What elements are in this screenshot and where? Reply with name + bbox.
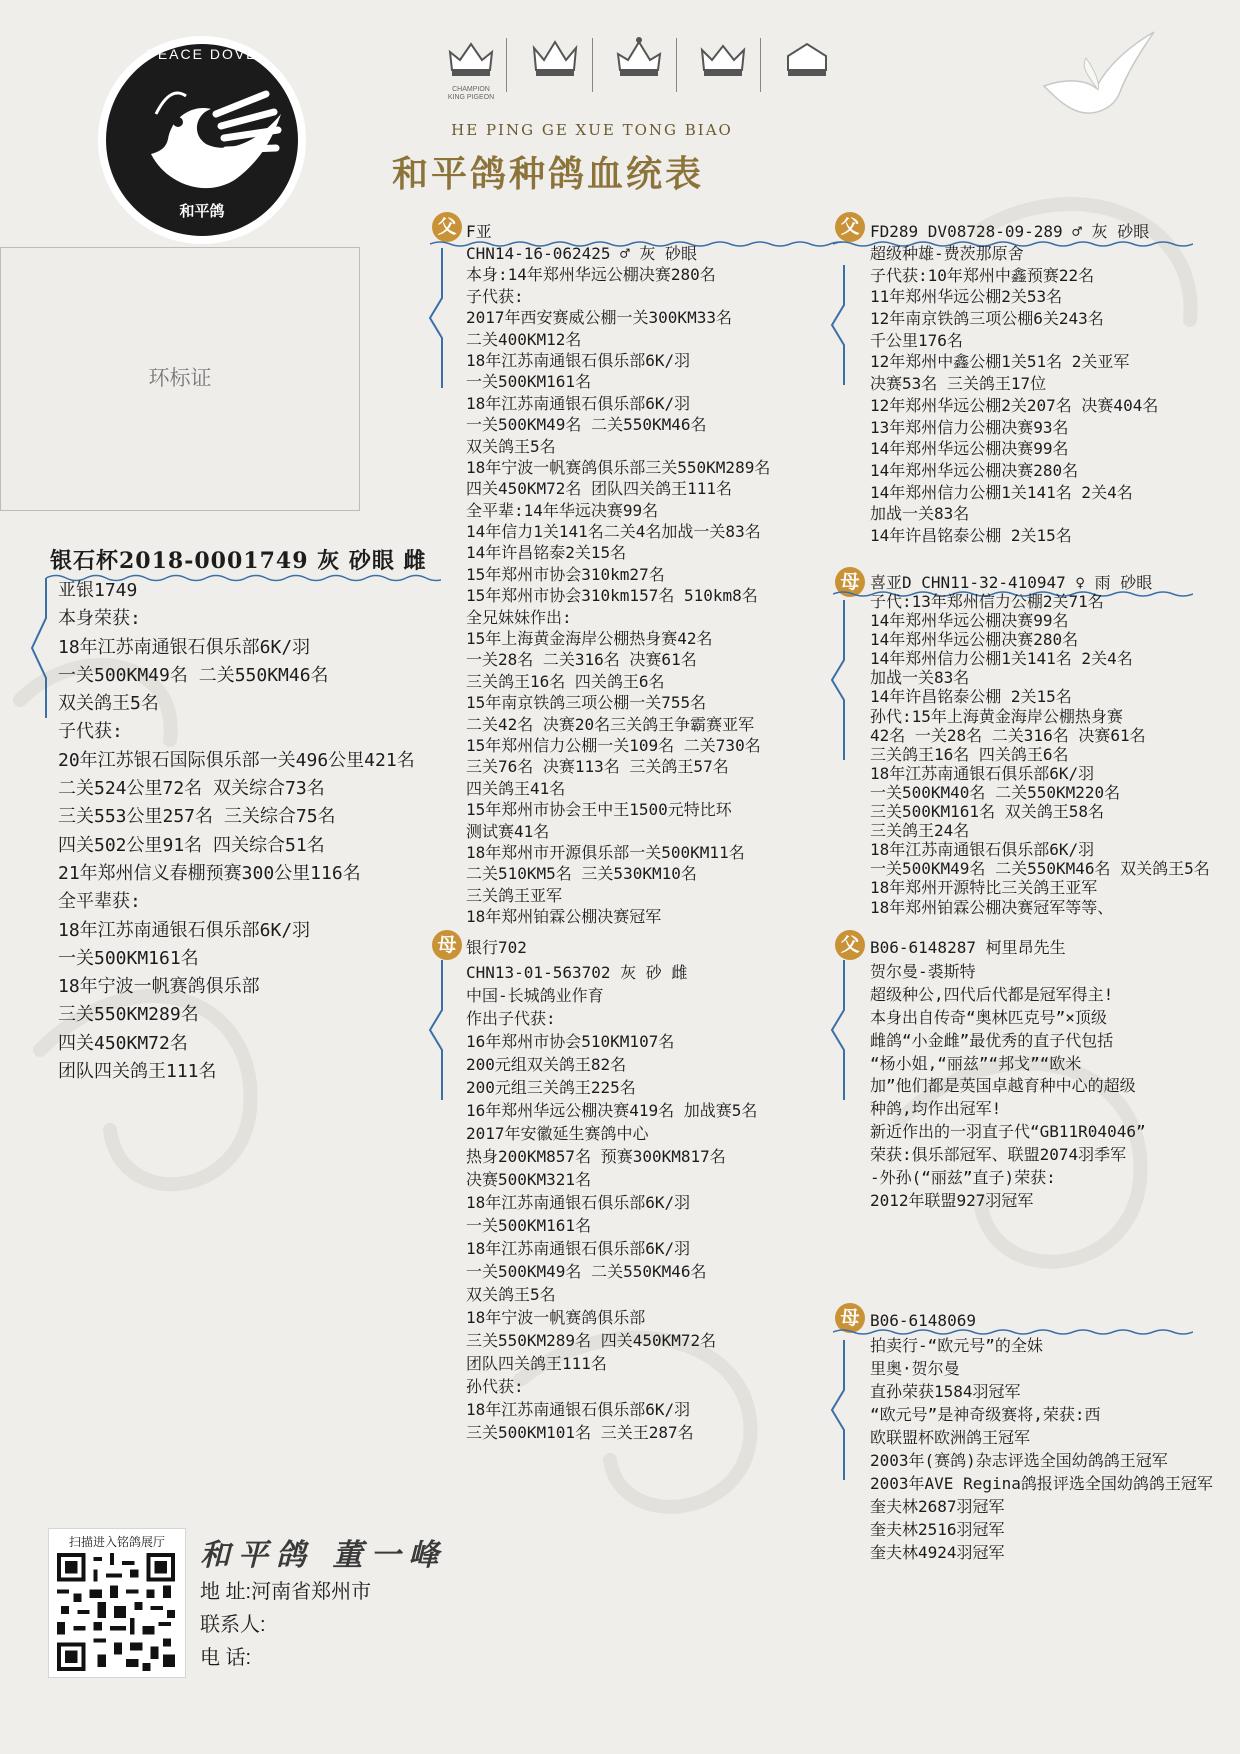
pedigree-line: 三关550KM289名 bbox=[58, 1004, 199, 1026]
pedigree-line: 一关500KM49名 二关550KM46名 bbox=[466, 1262, 707, 1281]
sire-sire-bracket bbox=[830, 265, 846, 385]
pedigree-line: 18年江苏南通银石俱乐部6K/羽 bbox=[466, 1193, 691, 1212]
pedigree-line: 一关500KM161名 bbox=[466, 1216, 592, 1235]
pedigree-line: 子代获: bbox=[58, 721, 123, 743]
dam-dam-badge: 母 bbox=[835, 1303, 865, 1333]
pedigree-line: 18年江苏南通银石俱乐部6K/羽 bbox=[466, 1239, 691, 1258]
pedigree-line: 三关550KM289名 四关450KM72名 bbox=[466, 1331, 717, 1350]
pedigree-line: 加战一关83名 bbox=[870, 668, 970, 688]
pedigree-line: 三关鸽王16名 四关鸽王6名 bbox=[466, 671, 665, 691]
pedigree-line: 18年江苏南通银石俱乐部6K/羽 bbox=[58, 919, 311, 941]
pedigree-line: 千公里176名 bbox=[870, 330, 963, 350]
pedigree-line: CHN14-16-062425 ♂ 灰 砂眼 bbox=[466, 244, 698, 263]
peace-dove-logo bbox=[96, 34, 308, 246]
pedigree-line: -外孙(“丽兹”直子)荣获: bbox=[870, 1168, 1056, 1188]
sire-dam-lines bbox=[870, 592, 1210, 917]
pedigree-line: 子代获: bbox=[466, 286, 524, 306]
pedigree-line: 贺尔曼-裘斯特 bbox=[870, 962, 976, 981]
pedigree-line: 一关500KM161名 bbox=[466, 372, 592, 392]
pedigree-line: 一关28名 二关316名 决赛61名 bbox=[466, 650, 697, 670]
phone-line: 电 话: bbox=[200, 1647, 252, 1669]
pedigree-line: 决赛500KM321名 bbox=[466, 1170, 592, 1189]
pedigree-line: 14年郑州信力公棚1关141名 2关4名 bbox=[870, 649, 1133, 669]
pedigree-line: 全平辈获: bbox=[58, 891, 141, 913]
pedigree-line: 15年郑州市协会王中王1500元特比环 bbox=[466, 800, 732, 820]
pedigree-line: 超级种雄-费茨那原舍 bbox=[870, 244, 1024, 263]
subject-heading: 银石杯2018-0001749 灰 砂眼 雌 bbox=[50, 548, 427, 574]
dam-sire-badge: 父 bbox=[835, 930, 865, 960]
pedigree-line: 奎夫林2687羽冠军 bbox=[870, 1497, 1005, 1516]
pedigree-line: 15年南京铁鸽三项公棚一关755名 bbox=[466, 693, 707, 713]
pedigree-line: 2012年联盟927羽冠军 bbox=[870, 1190, 1034, 1210]
pedigree-line: 14年许昌铭泰2关15名 bbox=[466, 543, 627, 563]
pedigree-line: 本身出自传奇“奥林匹克号”×顶级 bbox=[870, 1007, 1107, 1027]
pedigree-line: 孙代:15年上海黄金海岸公棚热身赛 bbox=[870, 706, 1123, 726]
dam-dam-lines bbox=[870, 1334, 1213, 1564]
pedigree-line: 作出子代获: bbox=[466, 1009, 556, 1028]
pedigree-line: 子代获:10年郑州中鑫预赛22名 bbox=[870, 265, 1095, 285]
pedigree-line: “杨小姐,“丽兹”“邦戈”“欧米 bbox=[870, 1053, 1082, 1073]
pedigree-line: 二关42名 决赛20名三关鸽王争霸赛亚军 bbox=[466, 714, 755, 734]
pedigree-line: 四关502公里91名 四关综合51名 bbox=[58, 834, 325, 856]
pedigree-line: 加”他们都是英国卓越育种中心的超级 bbox=[870, 1076, 1136, 1096]
crown-caption-1: CHAMPION bbox=[452, 86, 490, 93]
qr-caption: 扫描进入铭鸽展厅 bbox=[68, 1535, 165, 1549]
pedigree-line: 三关鸽王16名 四关鸽王6名 bbox=[870, 744, 1069, 764]
sire-badge: 父 bbox=[432, 212, 462, 242]
sire-lines bbox=[466, 243, 770, 928]
pedigree-line: 三关76名 决赛113名 三关鸽王57名 bbox=[466, 757, 729, 777]
pedigree-line: 13年郑州信力公棚决赛93名 bbox=[870, 417, 1069, 437]
sire-sire-lines bbox=[870, 243, 1158, 547]
pedigree-line: 15年郑州信力公棚一关109名 二关730名 bbox=[466, 735, 761, 755]
pedigree-line: 四关450KM72名 bbox=[58, 1032, 188, 1054]
pedigree-line: 四关鸽王41名 bbox=[466, 778, 566, 798]
pedigree-line: 18年江苏南通银石俱乐部6K/羽 bbox=[870, 840, 1095, 860]
qr-code[interactable] bbox=[57, 1553, 175, 1671]
pedigree-line: 三关500KM101名 三关王287名 bbox=[466, 1423, 694, 1442]
pedigree-line: “欧元号”是神奇级赛将,荣获:西 bbox=[870, 1405, 1101, 1424]
pedigree-line: 2003年AVE Regina鸽报评选全国幼鸽鸽王冠军 bbox=[870, 1474, 1213, 1493]
pedigree-line: 双关鸽王5名 bbox=[466, 436, 556, 456]
pedigree-line: 12年郑州华远公棚2关207名 决赛404名 bbox=[870, 395, 1159, 415]
pedigree-line: 超级种公,四代后代都是冠军得主! bbox=[870, 984, 1114, 1004]
pedigree-line: 16年郑州市协会510KM107名 bbox=[466, 1032, 675, 1051]
address-line: 地 址:河南省郑州市 bbox=[200, 1581, 372, 1603]
dam-lines bbox=[466, 961, 757, 1444]
dam-dam-bracket bbox=[830, 1340, 846, 1480]
pedigree-line: 14年郑州华远公棚决赛280名 bbox=[870, 630, 1079, 650]
signature: 和平鸽 董一峰 bbox=[200, 1538, 447, 1573]
pedigree-line: 14年郑州华远公棚决赛280名 bbox=[870, 460, 1079, 480]
champion-crowns bbox=[440, 34, 840, 101]
pedigree-line: 三关500KM161名 双关鸽王58名 bbox=[870, 802, 1104, 822]
pedigree-line: 新近作出的一羽直子代“GB11R04046” bbox=[870, 1122, 1146, 1142]
dam-heading: 银行702 bbox=[466, 938, 527, 957]
pedigree-line: 一关500KM40名 二关550KM220名 bbox=[870, 782, 1121, 802]
pedigree-line: 加战一关83名 bbox=[870, 504, 970, 524]
pedigree-line: 拍卖行-“欧元号”的全妹 bbox=[870, 1336, 1043, 1355]
pedigree-line: 18年郑州铂霖公棚决赛冠军等等、 bbox=[870, 897, 1114, 917]
pedigree-line: 一关500KM161名 bbox=[58, 947, 199, 969]
sire-dam-bracket bbox=[830, 600, 846, 760]
subject-bracket bbox=[28, 578, 48, 718]
pedigree-line: 三关553公里257名 三关综合75名 bbox=[58, 806, 336, 828]
pedigree-line: 亚银1749 bbox=[58, 580, 138, 601]
pedigree-line: 21年郑州信义春棚预赛300公里116名 bbox=[58, 862, 361, 884]
pedigree-line: 雌鸽“小金雌”最优秀的直子代包括 bbox=[870, 1030, 1114, 1050]
page-title: 和平鸽种鸽血统表 bbox=[392, 153, 705, 195]
pedigree-line: 12年南京铁鸽三项公棚6关243名 bbox=[870, 309, 1104, 329]
pedigree-line: 14年信力1关141名二关4名加战一关83名 bbox=[466, 522, 761, 542]
pedigree-line: 18年宁波一帆赛鸽俱乐部 bbox=[466, 1308, 646, 1327]
ring-certificate-box bbox=[0, 247, 360, 511]
pedigree-line: 三关鸽王亚军 bbox=[466, 885, 563, 905]
pedigree-line: 三关鸽王24名 bbox=[870, 821, 970, 841]
pedigree-line: 2017年西安赛威公棚一关300KM33名 bbox=[466, 308, 732, 328]
pedigree-line: 42名 一关28名 二关316名 决赛61名 bbox=[870, 725, 1146, 745]
pedigree-line: 14年郑州华远公棚决赛99名 bbox=[870, 439, 1069, 459]
pedigree-line: 15年上海黄金海岸公棚热身赛42名 bbox=[466, 629, 713, 649]
sire-dam-heading: 喜亚D CHN11-32-410947 ♀ 雨 砂眼 bbox=[870, 573, 1153, 592]
pedigree-line: 一关500KM49名 二关550KM46名 bbox=[466, 415, 707, 435]
contact-person-line: 联系人: bbox=[200, 1614, 266, 1636]
pedigree-line: 直孙荣获1584羽冠军 bbox=[870, 1382, 1021, 1401]
pedigree-line: 一关500KM49名 二关550KM46名 双关鸽王5名 bbox=[870, 859, 1210, 879]
header-pinyin: HE PING GE XUE TONG BIAO bbox=[451, 121, 733, 139]
pedigree-line: 18年郑州市开源俱乐部一关500KM11名 bbox=[466, 842, 745, 862]
pedigree-line: 18年江苏南通银石俱乐部6K/羽 bbox=[466, 350, 691, 370]
pedigree-line: 11年郑州华远公棚2关53名 bbox=[870, 287, 1063, 307]
pedigree-line: 奎夫林2516羽冠军 bbox=[870, 1520, 1005, 1539]
pedigree-line: 14年许昌铭泰公棚 2关15名 bbox=[870, 525, 1072, 545]
pedigree-line: 团队四关鸽王111名 bbox=[58, 1061, 217, 1083]
pedigree-line: 16年郑州华远公棚决赛419名 加战赛5名 bbox=[466, 1101, 758, 1120]
pedigree-line: 奎夫林4924羽冠军 bbox=[870, 1543, 1005, 1562]
pedigree-line: 2003年(赛鸽)杂志评选全国幼鸽鸽王冠军 bbox=[870, 1451, 1168, 1470]
pedigree-line: 200元组三关鸽王225名 bbox=[466, 1078, 636, 1097]
dam-sire-heading: B06-6148287 柯里昂先生 bbox=[870, 938, 1066, 957]
pedigree-line: 18年郑州开源特比三关鸽王亚军 bbox=[870, 878, 1098, 898]
pedigree-line: 18年江苏南通银石俱乐部6K/羽 bbox=[466, 1400, 691, 1419]
pedigree-line: 一关500KM49名 二关550KM46名 bbox=[58, 664, 329, 686]
dam-badge: 母 bbox=[432, 930, 462, 960]
pedigree-line: 双关鸽王5名 bbox=[466, 1285, 556, 1304]
subject-lines bbox=[58, 577, 415, 1086]
pedigree-line: 孙代获: bbox=[466, 1377, 524, 1396]
pedigree-line: 本身荣获: bbox=[58, 608, 141, 630]
dam-dam-heading: B06-6148069 bbox=[870, 1311, 976, 1330]
pedigree-line: 二关510KM5名 三关530KM10名 bbox=[466, 864, 697, 884]
pedigree-line: 20年江苏银石国际俱乐部一关496公里421名 bbox=[58, 749, 415, 771]
pedigree-line: 全平辈:14年华远决赛99名 bbox=[466, 500, 659, 520]
crown-icon bbox=[692, 34, 754, 96]
pedigree-line: 四关450KM72名 团队四关鸽王111名 bbox=[466, 479, 732, 499]
pedigree-line: 15年郑州市协会310km157名 510km8名 bbox=[466, 586, 758, 606]
pedigree-line: 18年宁波一帆赛鸽俱乐部 bbox=[58, 976, 260, 998]
sire-heading: F亚 bbox=[466, 222, 492, 241]
contact-info bbox=[200, 1576, 371, 1675]
pedigree-line: 18年郑州铂霖公棚决赛冠军 bbox=[466, 907, 662, 927]
pedigree-line: 14年郑州华远公棚决赛99名 bbox=[870, 611, 1069, 631]
crown-icon bbox=[608, 34, 670, 96]
ring-certificate-label: 环标证 bbox=[148, 367, 212, 390]
pedigree-line: 12年郑州中鑫公棚1关51名 2关亚军 bbox=[870, 352, 1130, 372]
pedigree-line: 全兄妹妹作出: bbox=[466, 607, 572, 627]
pedigree-line: 14年许昌铭泰公棚 2关15名 bbox=[870, 687, 1072, 707]
dam-sire-lines bbox=[870, 961, 1146, 1213]
pedigree-line: CHN13-01-563702 灰 砂 雌 bbox=[466, 963, 688, 982]
dove-icon bbox=[1036, 28, 1158, 124]
pedigree-line: 中国-长城鸽业作育 bbox=[466, 986, 604, 1005]
dam-sire-bracket bbox=[830, 960, 846, 1100]
pedigree-line: 双关鸽王5名 bbox=[58, 693, 159, 715]
pedigree-line: 本身:14年郑州华远公棚决赛280名 bbox=[466, 265, 716, 285]
pedigree-line: 14年郑州信力公棚1关141名 2关4名 bbox=[870, 482, 1133, 502]
crown-icon bbox=[524, 34, 586, 96]
sire-bracket bbox=[428, 248, 444, 388]
pedigree-line: 二关524公里72名 双关综合73名 bbox=[58, 778, 325, 800]
crown-icon bbox=[776, 34, 838, 96]
crown-caption-2: KING PIGEON bbox=[447, 94, 495, 101]
pedigree-line: 15年郑州市协会310km27名 bbox=[466, 564, 665, 584]
pedigree-line: 决赛53名 三关鸽王17位 bbox=[870, 374, 1047, 394]
pedigree-line: 18年宁波一帆赛鸽俱乐部三关550KM289名 bbox=[466, 457, 771, 477]
sire-sire-heading: FD289 DV08728-09-289 ♂ 灰 砂眼 bbox=[870, 222, 1150, 241]
pedigree-line: 测试赛41名 bbox=[466, 821, 550, 841]
pedigree-line: 里奥·贺尔曼 bbox=[870, 1359, 960, 1378]
pedigree-line: 18年江苏南通银石俱乐部6K/羽 bbox=[870, 763, 1095, 783]
pedigree-line: 二关400KM12名 bbox=[466, 329, 582, 349]
sire-dam-badge: 母 bbox=[835, 567, 865, 597]
pedigree-line: 18年江苏南通银石俱乐部6K/羽 bbox=[58, 636, 311, 658]
pedigree-line: 热身200KM857名 预赛300KM817名 bbox=[466, 1147, 726, 1166]
dam-bracket bbox=[428, 960, 444, 1100]
pedigree-line: 18年江苏南通银石俱乐部6K/羽 bbox=[466, 393, 691, 413]
logo-top-text: PEACE DOVE bbox=[146, 46, 258, 62]
qr-code-card[interactable] bbox=[48, 1528, 186, 1678]
sire-sire-badge: 父 bbox=[835, 212, 865, 242]
pedigree-line: 团队四关鸽王111名 bbox=[466, 1354, 607, 1373]
pedigree-line: 子代:13年郑州信力公棚2关71名 bbox=[870, 592, 1104, 611]
logo-bottom-text: 和平鸽 bbox=[179, 202, 225, 220]
pedigree-line: 2017年安徽延生赛鸽中心 bbox=[466, 1124, 649, 1143]
pedigree-line: 荣获:俱乐部冠军、联盟2074羽季军 bbox=[870, 1145, 1127, 1165]
pedigree-line: 种鸽,均作出冠军! bbox=[870, 1099, 1002, 1119]
pedigree-line: 欧联盟杯欧洲鸽王冠军 bbox=[870, 1428, 1031, 1447]
pedigree-line: 200元组双关鸽王82名 bbox=[466, 1055, 627, 1074]
crown-icon bbox=[440, 34, 502, 101]
